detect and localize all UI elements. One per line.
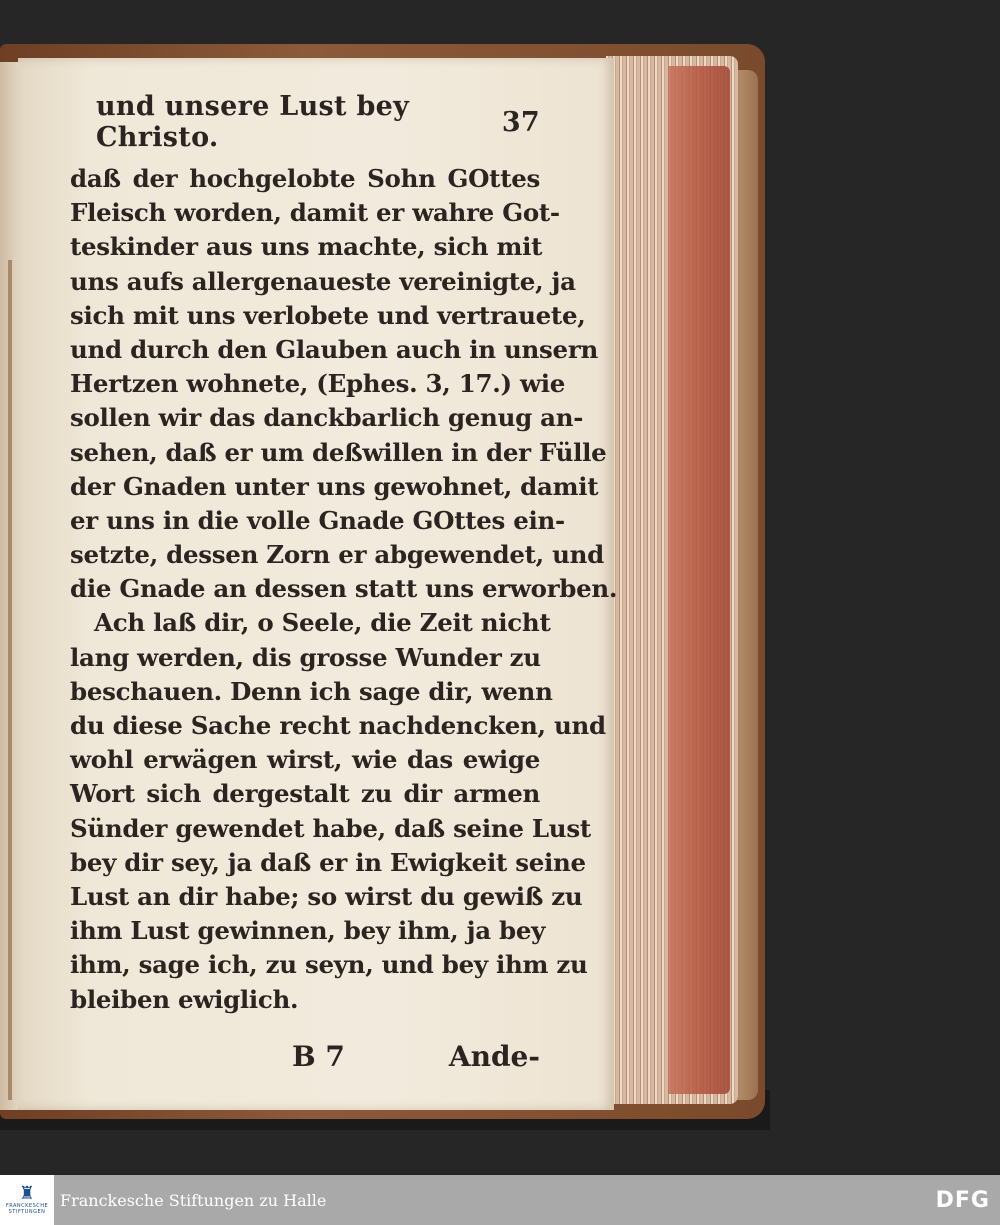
institution-logo[interactable]	[0, 1175, 54, 1225]
text-line: wohl erwägen wirst, wie das ewige	[70, 745, 540, 775]
institution-name[interactable]: Franckesche Stiftungen zu Halle	[60, 1190, 327, 1210]
text-line: Wort sich dergestalt zu dir armen	[70, 779, 540, 809]
text-line: Ach laß dir, o Seele, die Zeit nicht	[94, 608, 551, 638]
body-text	[70, 162, 618, 1017]
text-line: Hertzen wohnete, (Ephes. 3, 17.) wie	[70, 369, 566, 399]
text-line: beschauen. Denn ich sage dir, wenn	[70, 676, 553, 706]
book-page	[18, 58, 618, 1110]
text-column	[70, 91, 618, 1073]
text-line: teskinder aus uns machte, sich mit	[70, 232, 543, 262]
text-line: bleiben ewiglich.	[70, 984, 299, 1014]
red-edge-pages	[668, 66, 730, 1094]
text-line: er uns in die volle Gnade GOttes ein-	[70, 505, 565, 535]
catchword: Ande-	[448, 1040, 540, 1073]
text-line: ihm Lust gewinnen, bey ihm, ja bey	[70, 916, 546, 946]
text-line: Fleisch worden, damit er wahre Got-	[70, 198, 560, 228]
text-line: Sünder gewendet habe, daß seine Lust	[70, 813, 591, 843]
orphanage-building-icon: ♜	[18, 1183, 36, 1204]
text-line: bey dir sey, ja daß er in Ewigkeit seine	[70, 847, 586, 877]
dfg-logo[interactable]: DFG	[935, 1187, 990, 1213]
text-line: ihm, sage ich, zu seyn, und bey ihm zu	[70, 950, 588, 980]
logo-text: FRANCKESCHE STIFTUNGEN	[5, 1203, 49, 1215]
text-line: du diese Sache recht nachdencken, und	[70, 711, 606, 740]
page-number: 37	[501, 106, 540, 138]
text-line: der Gnaden unter uns gewohnet, damit	[70, 471, 599, 501]
signature-mark: B 7	[292, 1040, 345, 1073]
page-footer	[70, 1040, 540, 1080]
text-line: sollen wir das danckbarlich genug an-	[70, 403, 584, 433]
text-line: die Gnade an dessen statt uns erworben.	[70, 574, 618, 604]
viewer-footer-bar	[0, 1175, 1000, 1225]
text-line: uns aufs allergenaueste vereinigte, ja	[70, 266, 576, 296]
running-head	[96, 91, 540, 153]
text-line: setzte, dessen Zorn er abgewendet, und	[70, 540, 604, 570]
text-line: sehen, daß er um deßwillen in der Fülle	[70, 437, 607, 467]
text-line: sich mit uns verlobete und vertrauete,	[70, 300, 586, 330]
text-line: lang werden, dis grosse Wunder zu	[70, 642, 541, 672]
text-line: daß der hochgelobte Sohn GOttes	[70, 164, 540, 193]
left-page-gutter	[8, 260, 12, 1100]
text-line: Lust an dir habe; so wirst du gewiß zu	[70, 881, 583, 911]
running-head-title: und unsere Lust bey Christo.	[96, 91, 410, 153]
text-line: und durch den Glauben auch in unsern	[70, 334, 598, 364]
